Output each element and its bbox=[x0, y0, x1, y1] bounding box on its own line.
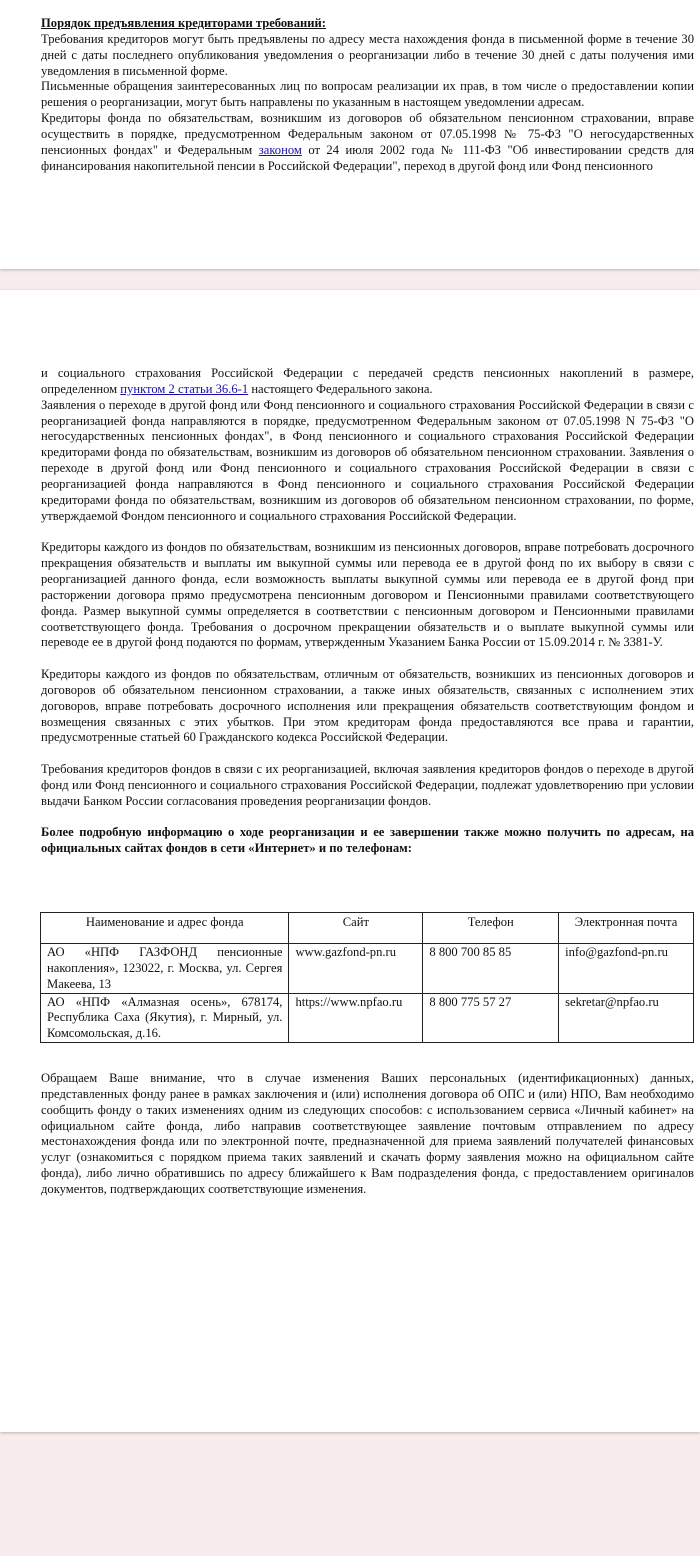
section-heading: Порядок предъявления кредиторами требований: bbox=[41, 16, 326, 30]
funds-contact-table bbox=[40, 912, 694, 1043]
paragraph: Требования кредиторов фондов в связи с их реорганизацией, включая заявления кредиторов фондов о переходе в другой фонд или Фонд пенсионного и социального страхования Российской Федерации, подлежат удовлетворению при условии выдачи Банком России согласования проведения реорганизации фондов. bbox=[41, 762, 694, 808]
column-header-phone: Телефон bbox=[423, 913, 559, 944]
fund-phone: 8 800 775 57 27 bbox=[423, 993, 559, 1043]
paragraph bbox=[41, 111, 694, 174]
law-link[interactable]: законом bbox=[258, 142, 302, 157]
paragraph-text: Кредиторы фонда по обязательствам, возникшим из договоров об обязательном пенсионном страховании, вправе осуществить в порядке, предусмотренном Федеральным законом от 07.05.1998 № 75-ФЗ "О негосударственных пенсионных фондах" и Федеральным bbox=[41, 111, 694, 157]
paragraph-text: от 24 июля 2002 года № 111-ФЗ "Об инвестировании средств для финансирования накопительной пенсии в Российской Федерации", переход в другой фонд или Фонд пенсионного bbox=[41, 142, 695, 173]
table-header-row bbox=[41, 913, 694, 944]
paragraph: Обращаем Ваше внимание, что в случае изменения Ваших персональных (идентификационных) данных, представленных фонду ранее в рамках заключения и (или) исполнения договора об ОПС и (или) НПО, Вам необходимо сообщить фонду о таких изменениях одним из следующих способов: с использованием сервиса «Личный кабинет» на официальном сайте фонда, либо направив соответствующее заявление почтовым отправлением по адресу местонахождения фонда или по электронной почте, предназначенной для приема заявлений получателей финансовых услуг (ознакомиться с порядком приема таких заявлений и скачать форму заявления можно на официальном сайте фонда), либо лично обратившись по адресу ближайшего к Вам подразделения фонда, с предоставлением оригиналов документов, подтверждающих соответствующие изменения. bbox=[41, 1071, 694, 1196]
table-row bbox=[41, 993, 694, 1043]
paragraph: Письменные обращения заинтересованных лиц по вопросам реализации их прав, в том числе о предоставлении копии решения о реорганизации, могут быть направлены по указанным в настоящем уведомлении адресам. bbox=[41, 79, 694, 110]
paragraph: Требования кредиторов могут быть предъявлены по адресу места нахождения фонда в письменной форме в течение 30 дней с даты последнего опубликования уведомления о реорганизации либо в течение 30 дней с даты получения ими уведомления в письменной форме. bbox=[41, 31, 694, 78]
paragraph: Заявления о переходе в другой фонд или Фонд пенсионного и социального страхования Российской Федерации в связи с реорганизацией фонда направляются в порядке, предусмотренном Федеральным законом от 07.05.1998 N 75-ФЗ "О негосударственных пенсионных фондах", в Фонд пенсионного и социального страхования Российской Федерации кредиторами фонда по обязательствам, возникшим из договоров об обязательном пенсионном страховании. Заявления о переходе в другой фонд или Фонд пенсионного и социального страхования Российской Федерации в связи с реорганизацией фонда направляются в Фонд пенсионного и социального страхования Российской Федерации кредиторами фонда по обязательствам, возникшим из договоров об обязательном пенсионном страховании, по форме, утверждаемой Фондом пенсионного и социального страхования Российской Федерации. bbox=[41, 397, 694, 523]
document-page-1 bbox=[0, 0, 700, 269]
fund-name-address: АО «НПФ «Алмазная осень», 678174, Республика Саха (Якутия), г. Мирный, ул. Комсомольская, д.16. bbox=[41, 993, 289, 1043]
paragraph: Кредиторы каждого из фондов по обязательствам, отличным от обязательств, возникших из пенсионных договоров и договоров об обязательном пенсионном страховании, а также иных обязательств, связанных с исполнением этих договоров, вправе потребовать досрочного исполнения или прекращения обязательств соответствующим фондом и возмещения связанных с этих убытков. При этом кредиторам фонда предоставляются все права и гарантии, предусмотренные статьей 60 Гражданского кодекса Российской Федерации. bbox=[41, 667, 694, 745]
paragraph-text: и социального страхования Российской Федерации с передачей средств пенсионных накоплений в размере, определенном bbox=[41, 366, 694, 396]
contacts-intro: Более подробную информацию о ходе реорганизации и ее завершении также можно получить по адресам, на официальных сайтах фондов в сети «Интернет» и по телефонам: bbox=[41, 825, 694, 856]
column-header-site: Сайт bbox=[289, 913, 423, 944]
fund-site: https://www.npfao.ru bbox=[289, 993, 423, 1043]
table-row bbox=[41, 944, 694, 994]
paragraph bbox=[41, 366, 694, 398]
fund-email: sekretar@npfao.ru bbox=[559, 993, 694, 1043]
fund-name-address: АО «НПФ ГАЗФОНД пенсионные накопления», 123022, г. Москва, ул. Сергея Макеева, 13 bbox=[41, 944, 289, 994]
page-2-footer-content bbox=[41, 1071, 694, 1198]
column-header-email: Электронная почта bbox=[559, 913, 694, 944]
column-header-name: Наименование и адрес фонда bbox=[41, 913, 289, 944]
article-link[interactable]: пунктом 2 статьи 36.6-1 bbox=[120, 381, 249, 396]
fund-email: info@gazfond-pn.ru bbox=[559, 944, 694, 994]
page-2-content bbox=[41, 366, 694, 857]
paragraph: Кредиторы каждого из фондов по обязательствам, возникшим из пенсионных договоров, вправе потребовать досрочного прекращения обязательств и выплаты им выкупной суммы или перевода ее в другой фонд по их выбору в связи с реорганизацией данного фонда, если возможность выплаты выкупной суммы или перевода ее в другой фонд при расторжении договора прямо предусмотрена пенсионным договором и Пенсионными правилами соответствующего фонда. Размер выкупной суммы определяется в соответствии с пенсионным договором и Пенсионными правилами соответствующего фонда. Требования о досрочном прекращении обязательств и о выплате выкупной суммы или переводе ее в другой фонд подаются по формам, утвержденным Указанием Банка России от 15.09.2014 г. № 3381-У. bbox=[41, 540, 694, 650]
fund-site: www.gazfond-pn.ru bbox=[289, 944, 423, 994]
page-1-content bbox=[41, 16, 694, 174]
paragraph-text: настоящего Федерального закона. bbox=[248, 381, 433, 396]
fund-phone: 8 800 700 85 85 bbox=[423, 944, 559, 994]
document-page-2 bbox=[0, 290, 700, 1432]
